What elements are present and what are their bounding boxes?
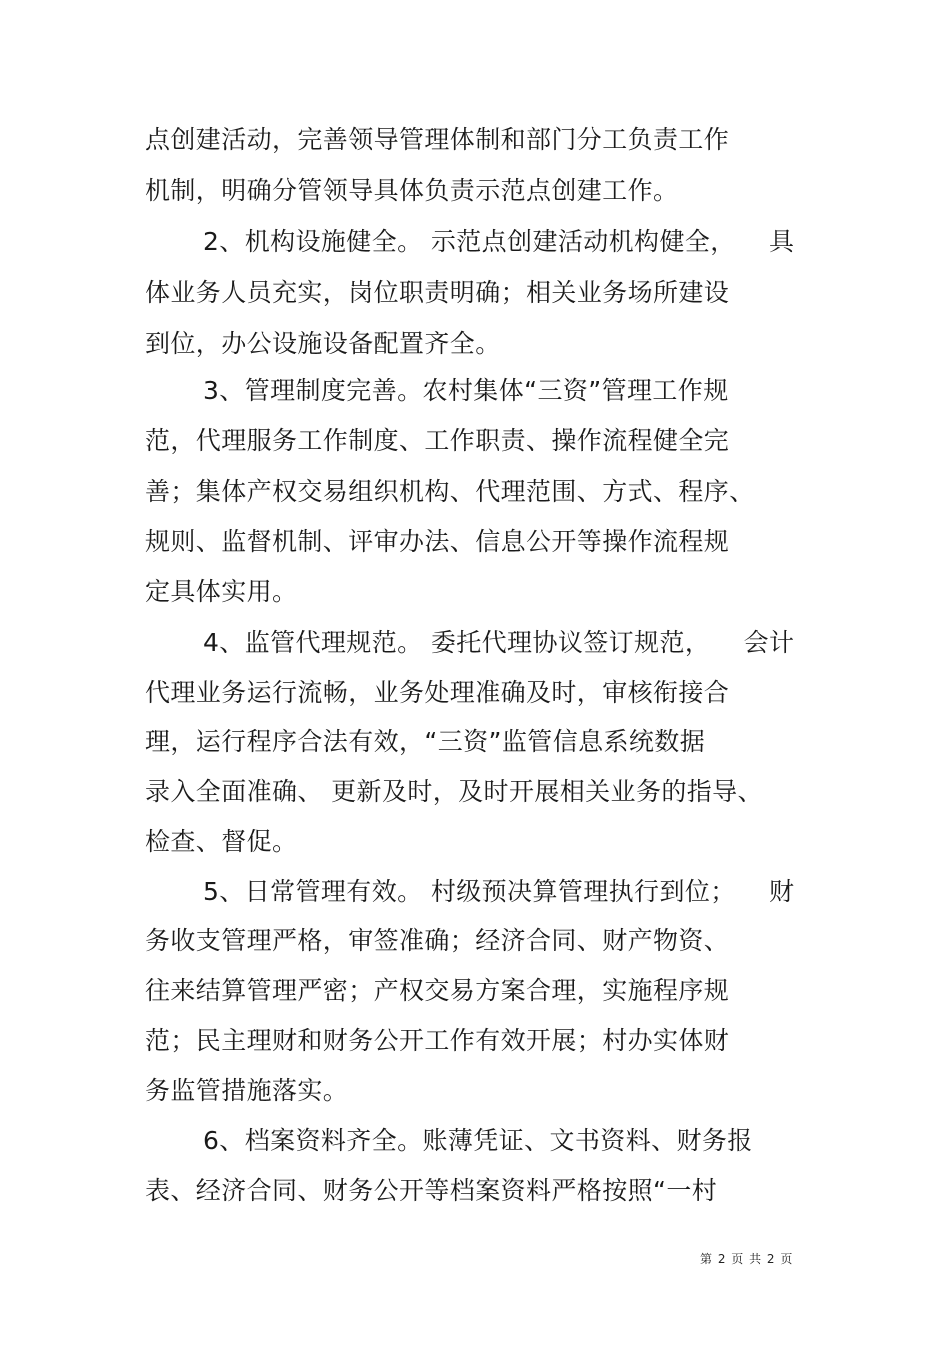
text-line: 理，运行程序合法有效，“三资”监管信息系统数据: [145, 727, 706, 756]
text-line: 善；集体产权交易组织机构、代理范围、方式、程序、: [145, 477, 755, 506]
text-line: 到位，办公设施设备配置齐全。: [145, 329, 501, 358]
text-line: 务监管措施落实。: [145, 1076, 349, 1105]
text-line: 范；民主理财和财务公开工作有效开展；村办实体财: [145, 1026, 730, 1055]
text-line: 点创建活动，完善领导管理体制和部门分工负责工作: [145, 125, 730, 154]
text-line: 往来结算管理严密；产权交易方案合理，实施程序规: [145, 976, 730, 1005]
paragraph-4-first-line: 4、监管代理规范。 委托代理协议签订规范， 会计: [203, 628, 795, 657]
text-line: 检查、督促。: [145, 827, 298, 856]
text-line: 定具体实用。: [145, 577, 298, 606]
paragraph-2-first-line: 2、机构设施健全。 示范点创建活动机构健全， 具: [203, 227, 795, 256]
text-line: 录入全面准确、 更新及时，及时开展相关业务的指导、: [145, 777, 763, 806]
text-line: 代理业务运行流畅，业务处理准确及时，审核衔接合: [145, 678, 730, 707]
paragraph-6-first-line: 6、档案资料齐全。账薄凭证、文书资料、财务报: [203, 1126, 753, 1155]
text-line: 表、经济合同、财务公开等档案资料严格按照“一村: [145, 1176, 718, 1205]
page-number: 第 2 页 共 2 页: [700, 1252, 794, 1266]
text-line: 体业务人员充实，岗位职责明确；相关业务场所建设: [145, 278, 730, 307]
paragraph-5-first-line: 5、日常管理有效。 村级预决算管理执行到位； 财: [203, 877, 795, 906]
paragraph-3-first-line: 3、管理制度完善。农村集体“三资”管理工作规: [203, 376, 729, 405]
text-line: 范，代理服务工作制度、工作职责、操作流程健全完: [145, 426, 730, 455]
text-line: 机制，明确分管领导具体负责示范点创建工作。: [145, 176, 679, 205]
text-line: 规则、监督机制、评审办法、信息公开等操作流程规: [145, 527, 730, 556]
text-line: 务收支管理严格，审签准确；经济合同、财产物资、: [145, 926, 730, 955]
